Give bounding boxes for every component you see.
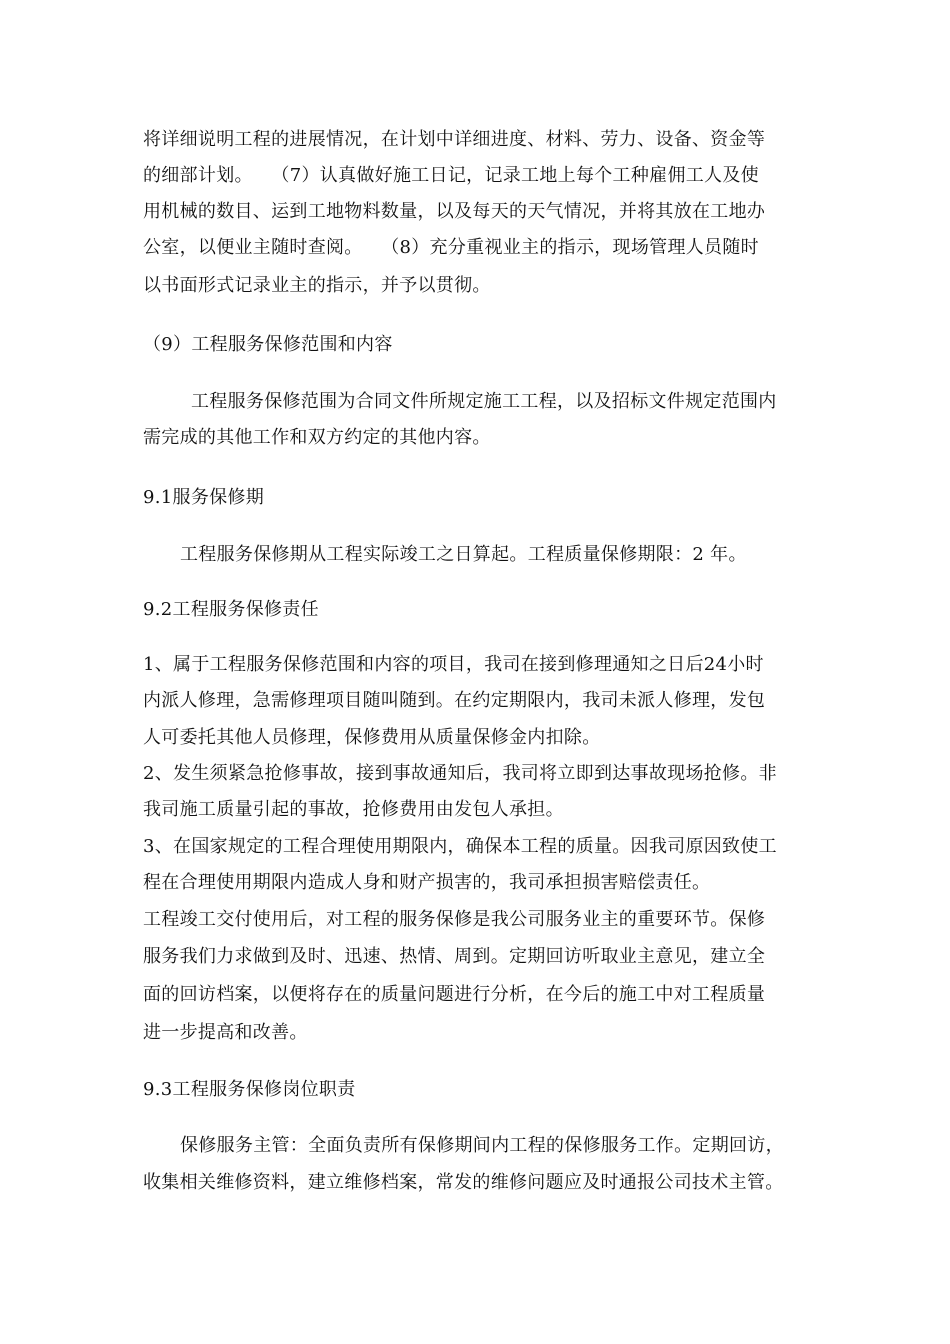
paragraph-line: 公室，以便业主随时查阅。 （8）充分重视业主的指示，现场管理人员随时 xyxy=(143,237,759,258)
paragraph-line: 收集相关维修资料，建立维修档案，常发的维修问题应及时通报公司技术主管。 xyxy=(143,1172,784,1193)
paragraph-line: 保修服务主管：全面负责所有保修期间内工程的保修服务工作。定期回访， xyxy=(180,1135,784,1156)
paragraph-line: 进一步提高和改善。 xyxy=(143,1022,308,1043)
paragraph-line: 2、发生须紧急抢修事故，接到事故通知后，我司将立即到达事故现场抢修。非 xyxy=(143,763,777,784)
paragraph-line: 人可委托其他人员修理，保修费用从质量保修金内扣除。 xyxy=(143,727,601,748)
paragraph-line: 内派人修理，急需修理项目随叫随到。在约定期限内，我司未派人修理，发包 xyxy=(143,690,766,711)
paragraph-line: 1、属于工程服务保修范围和内容的项目，我司在接到修理通知之日后24小时 xyxy=(143,654,764,675)
paragraph-line: 的细部计划。 （7）认真做好施工日记，记录工地上每个工种雇佣工人及使 xyxy=(143,165,759,186)
section-heading-9: （9）工程服务保修范围和内容 xyxy=(143,334,393,355)
paragraph-line: 工程服务保修期从工程实际竣工之日算起。工程质量保修期限：2 年。 xyxy=(180,544,747,565)
section-heading-9-2: 9.2工程服务保修责任 xyxy=(143,599,319,620)
paragraph-line: 工程服务保修范围为合同文件所规定施工工程，以及招标文件规定范围内 xyxy=(191,391,777,412)
paragraph-line: 程在合理使用期限内造成人身和财产损害的，我司承担损害赔偿责任。 xyxy=(143,872,711,893)
paragraph-line: 以书面形式记录业主的指示，并予以贯彻。 xyxy=(143,275,491,296)
paragraph-line: 面的回访档案，以便将存在的质量问题进行分析，在今后的施工中对工程质量 xyxy=(143,984,766,1005)
paragraph-line: 服务我们力求做到及时、迅速、热情、周到。定期回访听取业主意见，建立全 xyxy=(143,946,766,967)
paragraph-line: 用机械的数目、运到工地物料数量，以及每天的天气情况，并将其放在工地办 xyxy=(143,201,766,222)
section-heading-9-3: 9.3工程服务保修岗位职责 xyxy=(143,1079,356,1100)
paragraph-line: 需完成的其他工作和双方约定的其他内容。 xyxy=(143,427,491,448)
paragraph-line: 将详细说明工程的进展情况，在计划中详细进度、材料、劳力、设备、资金等 xyxy=(143,129,766,150)
paragraph-line: 工程竣工交付使用后，对工程的服务保修是我公司服务业主的重要环节。保修 xyxy=(143,909,766,930)
paragraph-line: 我司施工质量引起的事故，抢修费用由发包人承担。 xyxy=(143,799,564,820)
paragraph-line: 3、在国家规定的工程合理使用期限内，确保本工程的质量。因我司原因致使工 xyxy=(143,836,777,857)
section-heading-9-1: 9.1服务保修期 xyxy=(143,487,265,508)
